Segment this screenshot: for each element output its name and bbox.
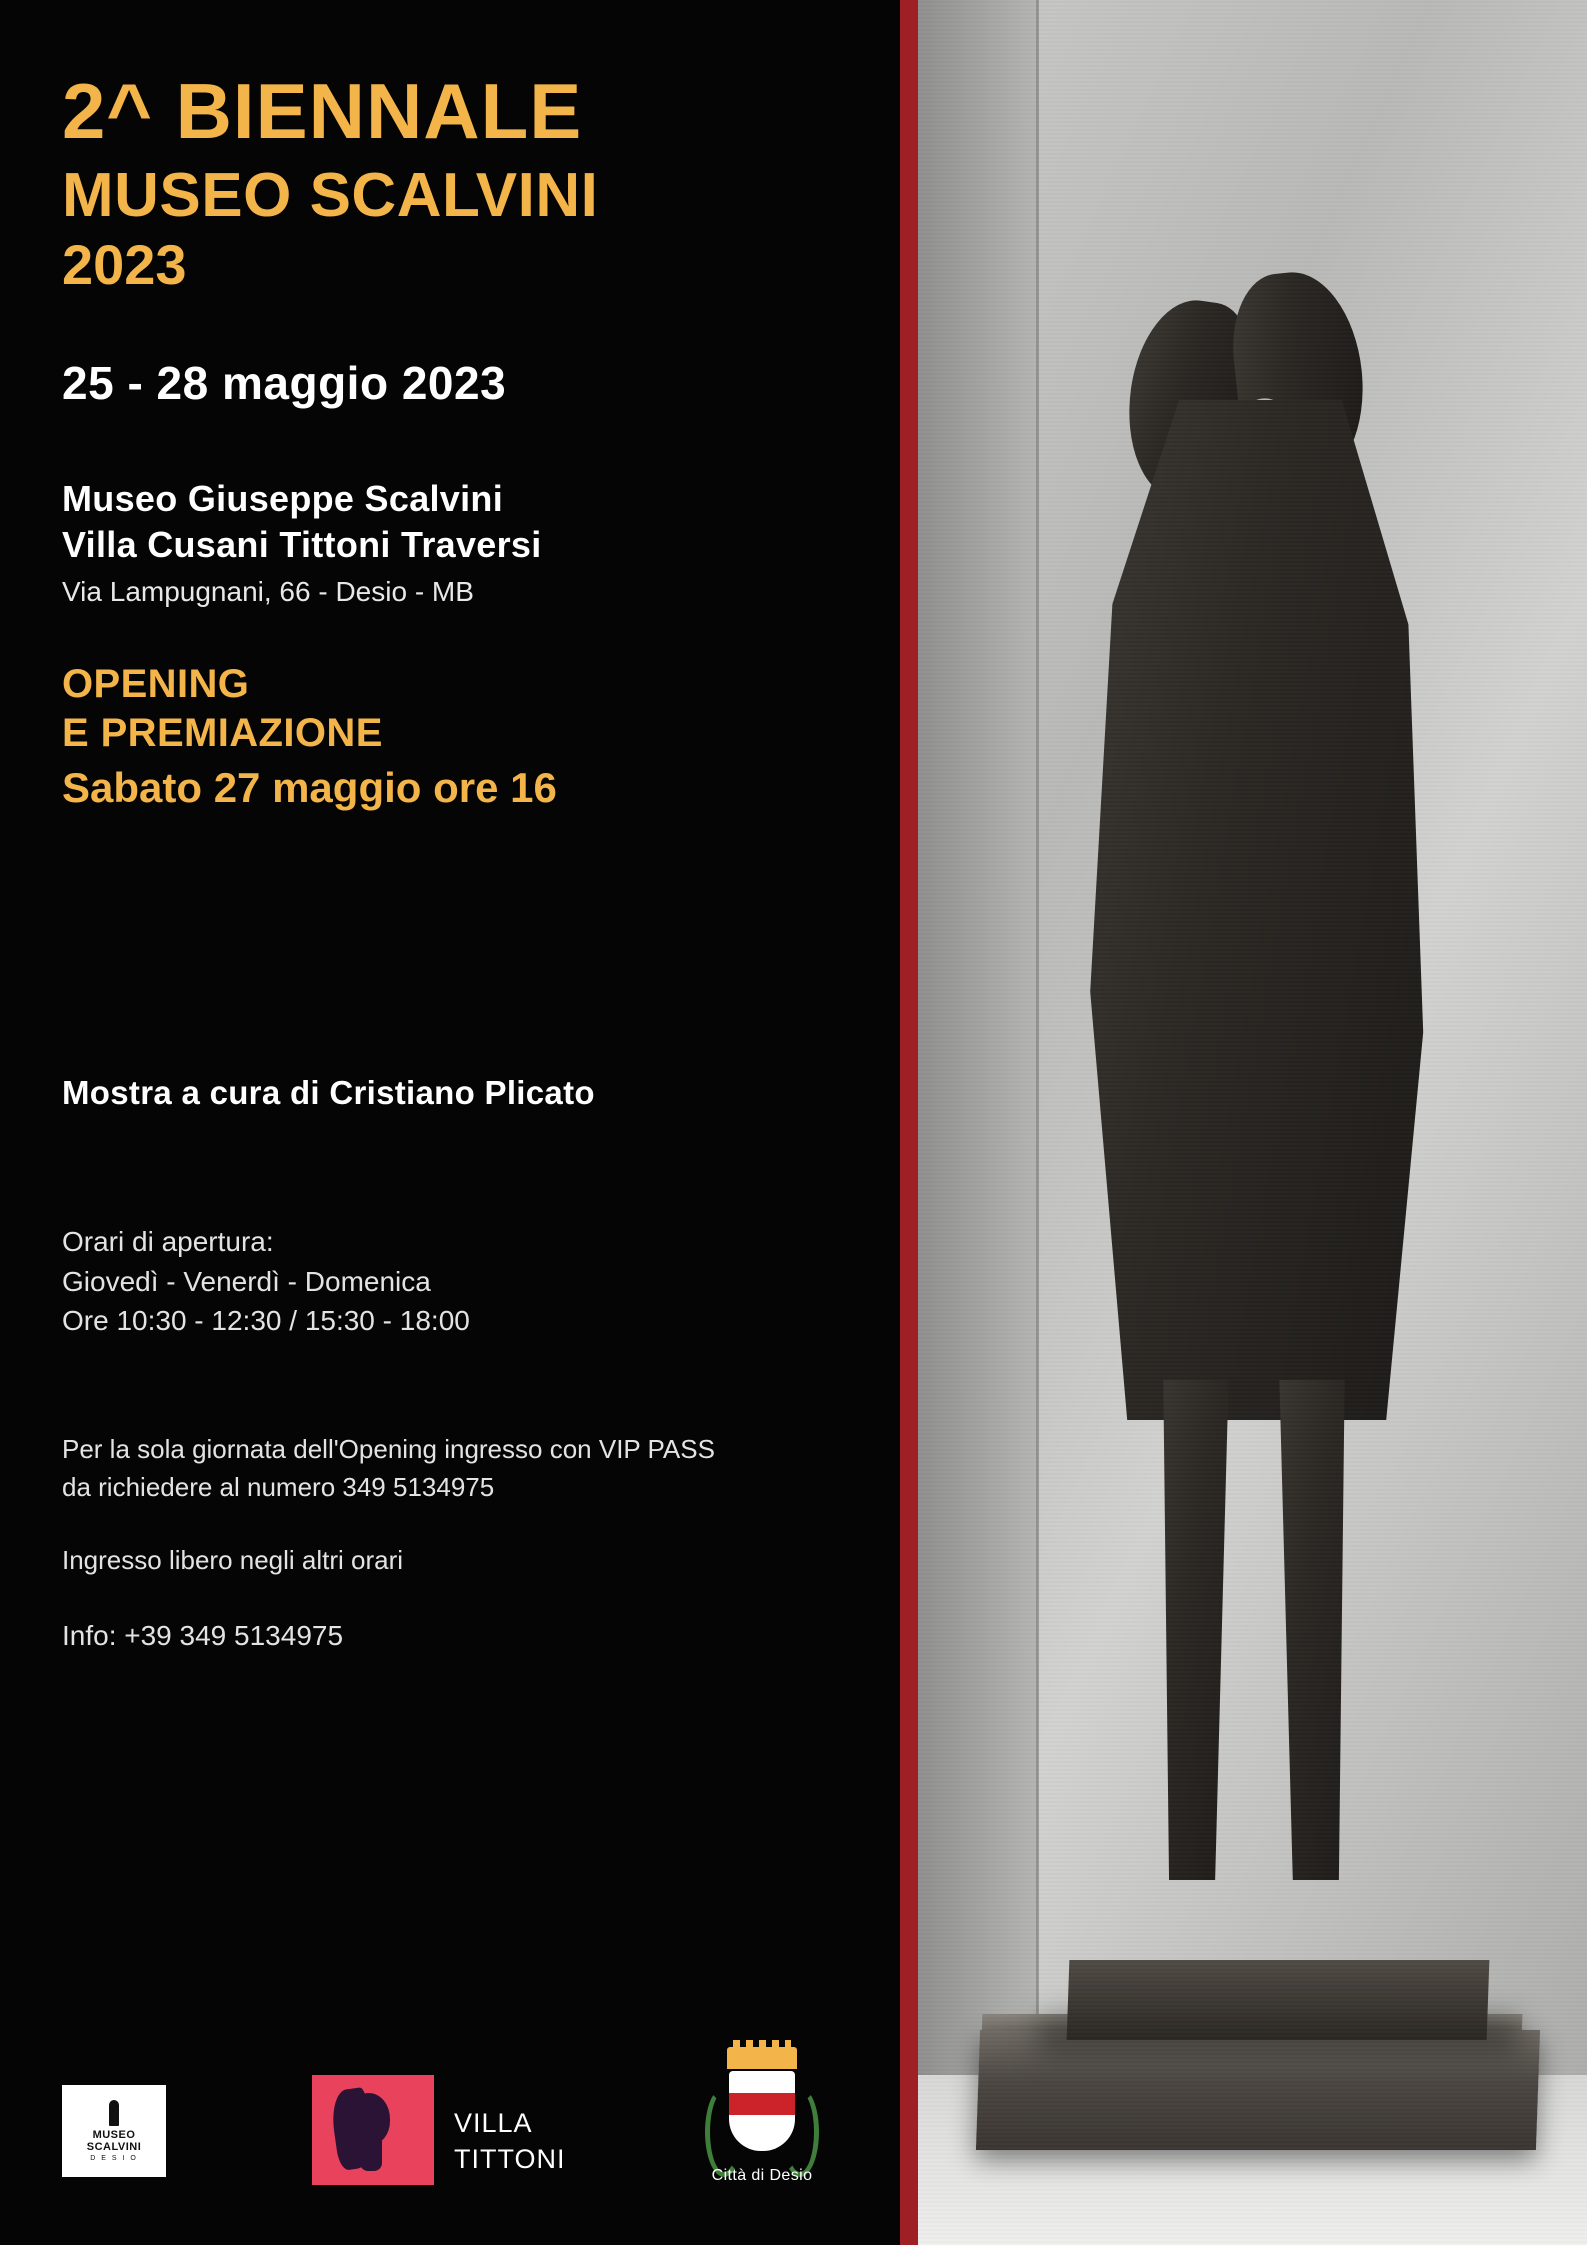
opening-title: OPENING [62,661,250,706]
venue-block [62,476,900,608]
sculpture-leg-right [1264,1380,1360,1880]
photo-wall-edge [1036,0,1039,2245]
event-dates: 25 - 28 maggio 2023 [62,356,507,409]
opening-datetime: Sabato 27 maggio ore 16 [62,764,557,812]
admission-notes-block [62,1431,900,1652]
venue-name: Museo Giuseppe Scalvini [62,477,504,519]
opening-block [62,660,900,814]
free-entry-note: Ingresso libero negli altri orari [62,1545,404,1576]
contact-info: Info: +39 349 5134975 [62,1620,344,1652]
hours-label: Orari di apertura: [62,1225,274,1257]
profile-face-icon [334,2089,396,2171]
villa-logo-line1: VILLA [454,2108,533,2138]
photo-wall-left [918,0,1038,2245]
opening-subtitle: E PREMIAZIONE [62,710,383,755]
sculpture-photo [918,0,1587,2245]
museo-logo-line1: MUSEO [92,2128,136,2141]
hours-times: Ore 10:30 - 12:30 / 15:30 - 18:00 [62,1305,470,1337]
museo-logo-line3: D E S I O [90,2155,138,2163]
museo-scalvini-logo [62,2085,166,2177]
page-year: 2023 [62,233,187,297]
venue-building: Villa Cusani Tittoni Traversi [62,523,542,565]
opening-hours-block [62,1222,900,1341]
citta-di-desio-logo [677,2047,847,2197]
vip-pass-note-line2: da richiedere al numero 349 5134975 [62,1471,495,1502]
museo-logo-line2: SCALVINI [86,2141,142,2153]
villa-logo-line2: TITTONI [454,2144,566,2175]
shield-icon [729,2071,795,2151]
hours-days: Giovedì - Venerdì - Domenica [62,1265,431,1297]
crown-icon [727,2047,797,2069]
curator-block [62,1074,900,1112]
villa-tittoni-wordmark [454,2105,566,2178]
page-title: 2^ BIENNALE [62,67,583,155]
statue-icon [109,2100,119,2126]
red-divider [900,0,918,2245]
villa-tittoni-mark [312,2075,434,2185]
sculpture-body [1068,400,1438,1420]
sculpture-base [1067,1960,1490,2040]
desio-logo-caption: Città di Desio [711,2167,813,2184]
curator-credit: Mostra a cura di Cristiano Plicato [62,1073,595,1111]
logo-row [62,2063,862,2193]
venue-address: Via Lampugnani, 66 - Desio - MB [62,575,474,607]
sculpture-leg-left [1146,1380,1242,1880]
page-subtitle: MUSEO SCALVINI [62,160,599,230]
vip-pass-note-line1: Per la sola giornata dell'Opening ingresso con VIP PASS [62,1434,715,1465]
villa-tittoni-logo [312,2071,612,2189]
